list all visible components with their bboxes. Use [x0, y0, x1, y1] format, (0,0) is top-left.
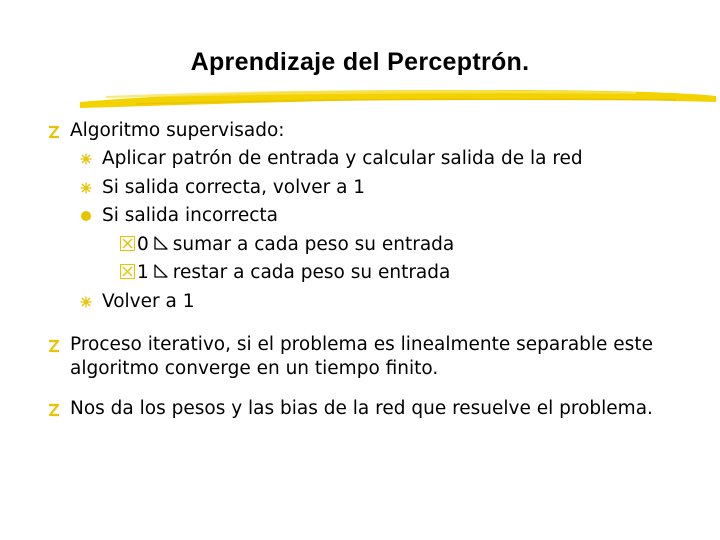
- sub-bullet-sumar-text: sumar a cada peso su entrada: [172, 234, 455, 255]
- sub-bullet-restar: [120, 262, 450, 284]
- x-box-icon: [120, 264, 135, 279]
- sub-bullet-sumar: [120, 234, 454, 256]
- star-bullet-icon: [80, 296, 92, 308]
- bullet-nos-da-los-pesos: Nos da los pesos y las bias de la red que resuelve el problema.: [70, 398, 653, 419]
- triangle-arrow-icon: [153, 235, 169, 251]
- target-value: 1: [137, 262, 149, 283]
- title-underline-brush: [76, 84, 720, 112]
- sub-bullet-restar-text: restar a cada peso su entrada: [172, 262, 451, 283]
- dot-bullet-icon: [81, 211, 91, 221]
- bullet-aplicar-patron: Aplicar patrón de entrada y calcular salida de la red: [102, 148, 583, 169]
- bullet-salida-correcta: Si salida correcta, volver a 1: [102, 177, 366, 198]
- bullet-algoritmo-supervisado: Algoritmo supervisado:: [70, 120, 285, 141]
- target-value: 0: [137, 234, 149, 255]
- slide-title: Aprendizaje del Perceptrón.: [190, 48, 530, 76]
- bullet-salida-incorrecta: Si salida incorrecta: [102, 205, 278, 226]
- bullet-volver: Volver a 1: [102, 291, 195, 312]
- star-bullet-icon: [80, 182, 92, 194]
- x-box-icon: [120, 236, 135, 251]
- bullet-proceso-iterativo-cont: algoritmo converge en un tiempo finito.: [70, 358, 439, 379]
- z-bullet-icon: [46, 124, 62, 140]
- triangle-arrow-icon: [153, 263, 169, 279]
- z-bullet-icon: [46, 338, 62, 354]
- z-bullet-icon: [46, 402, 62, 418]
- star-bullet-icon: [80, 153, 92, 165]
- bullet-proceso-iterativo: Proceso iterativo, si el problema es linealmente separable este: [70, 334, 653, 355]
